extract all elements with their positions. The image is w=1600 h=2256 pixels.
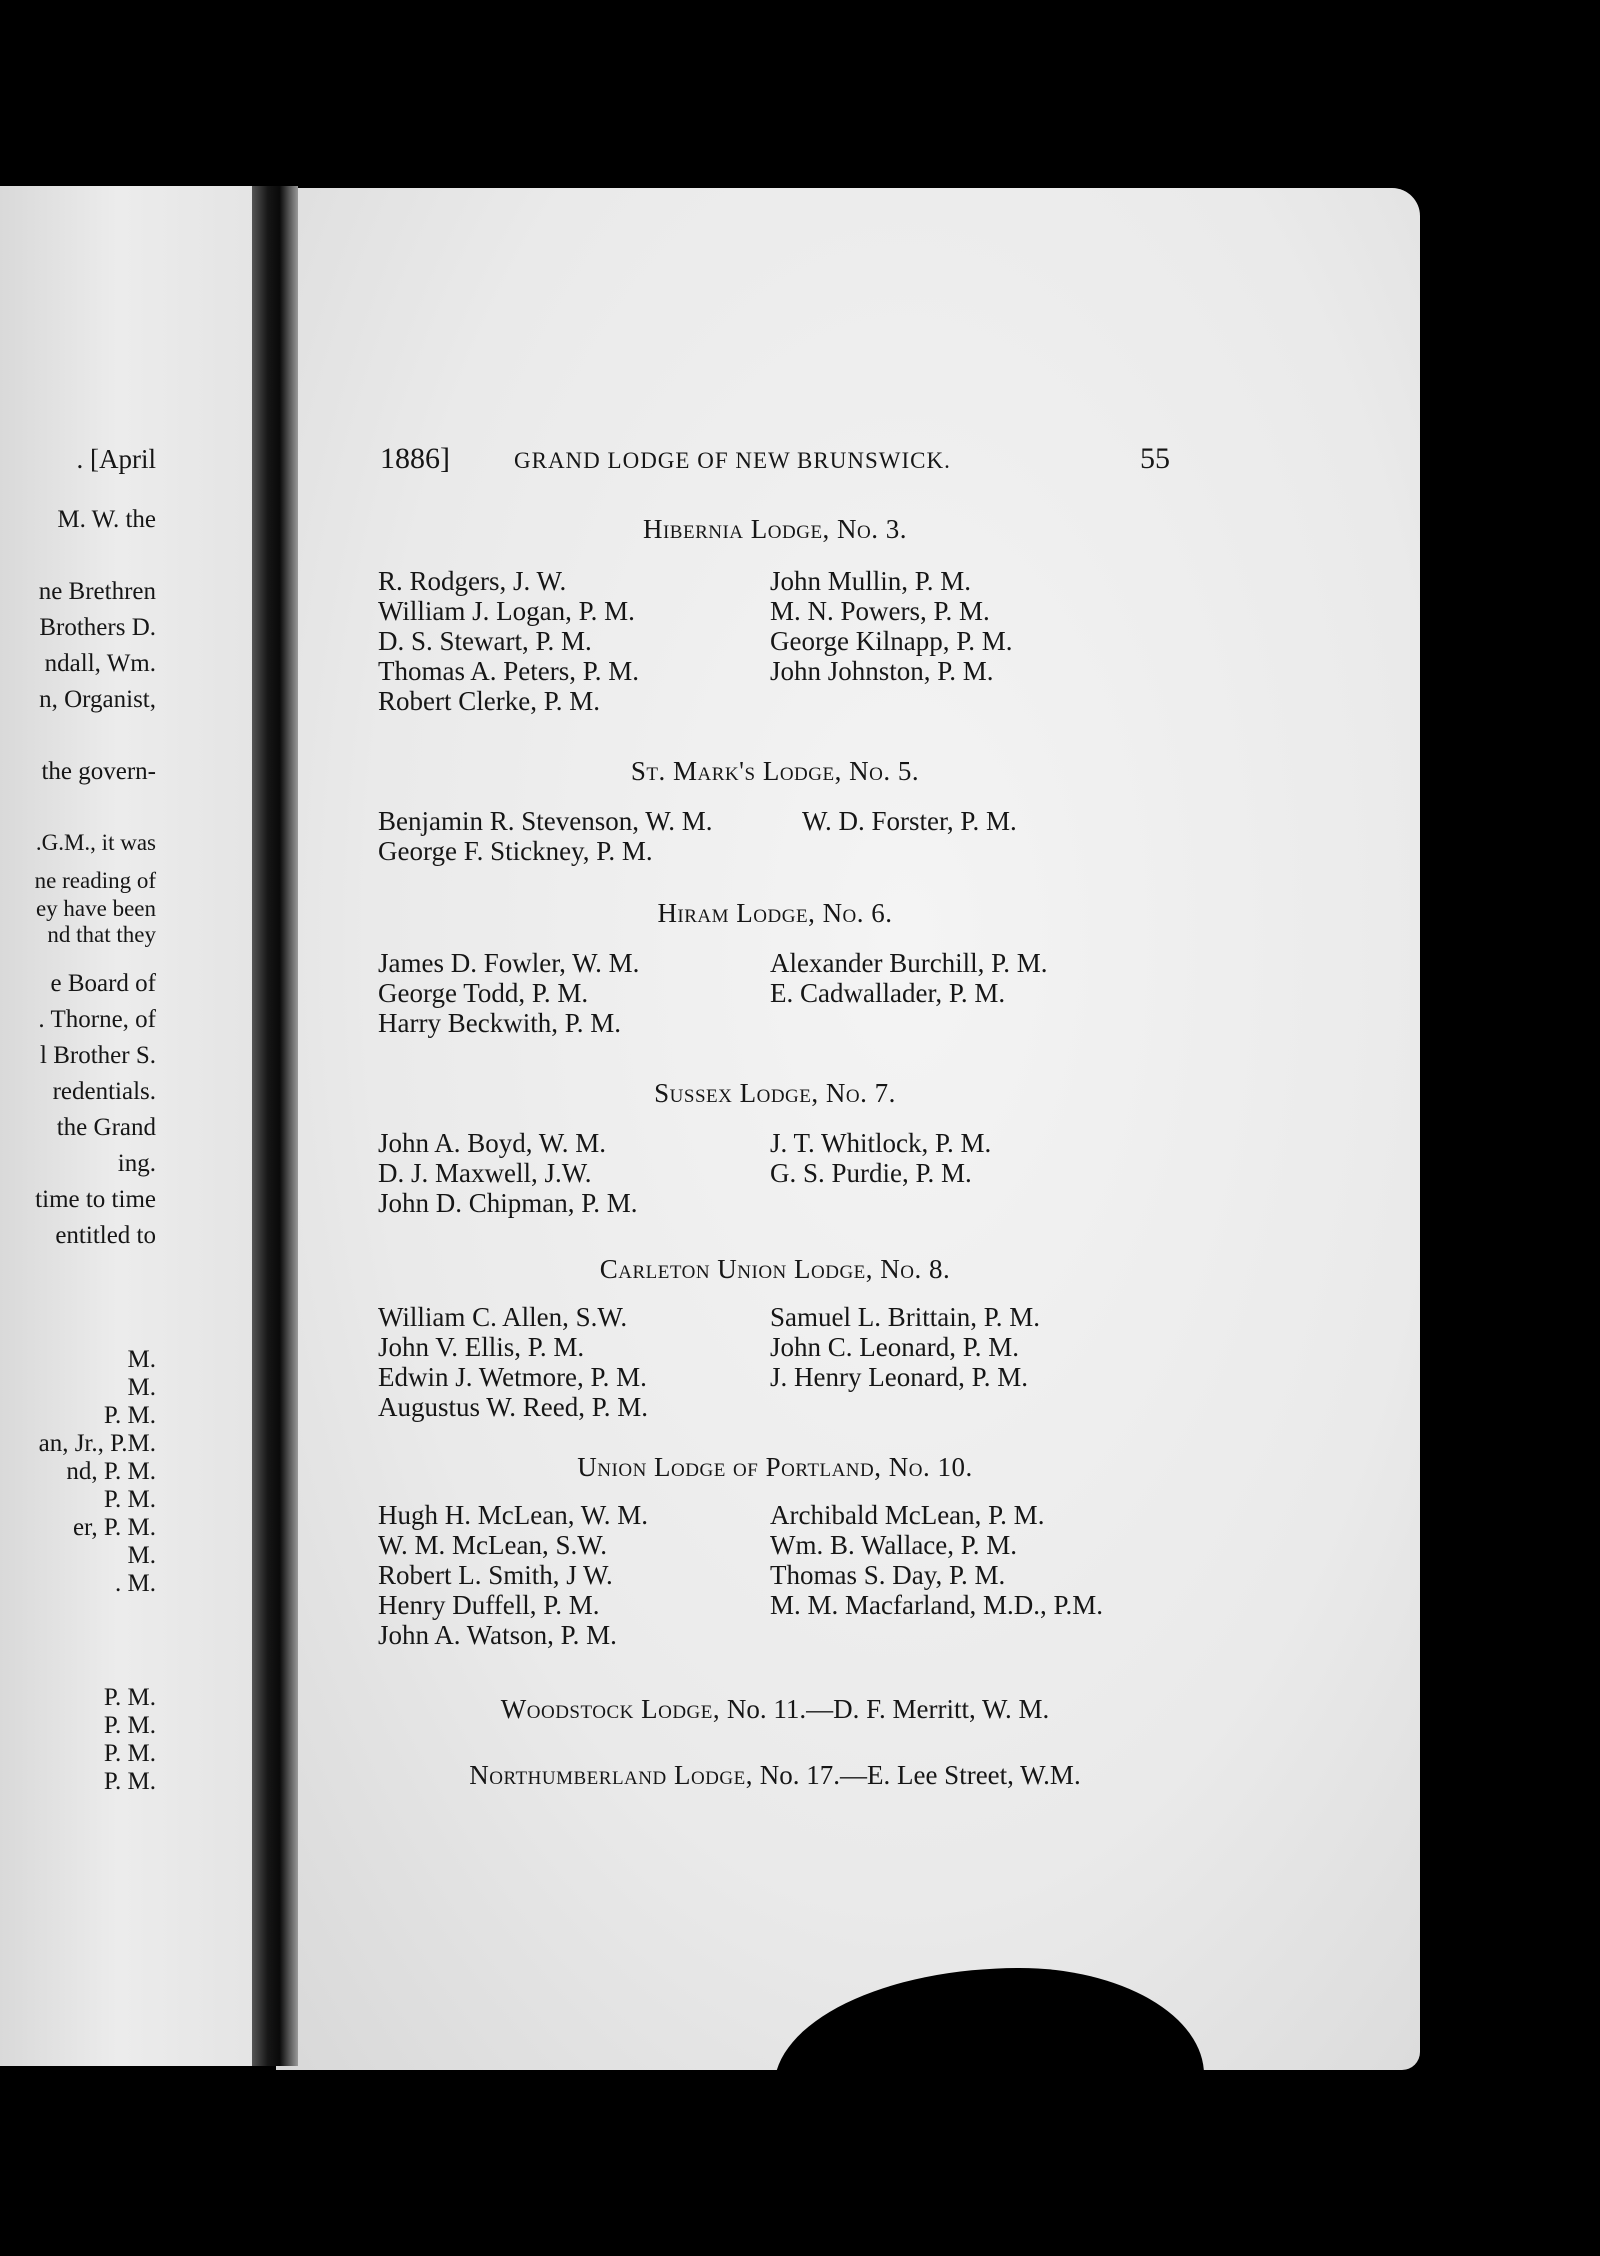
member-name: M. M. Macfarland, M.D., P.M.	[770, 1590, 1103, 1620]
left-page-line: the govern-	[41, 758, 156, 785]
member-name: Archibald McLean, P. M.	[770, 1500, 1045, 1530]
left-page-line: P. M.	[103, 1712, 156, 1739]
lodge-heading: Woodstock Lodge,	[500, 1694, 721, 1724]
member-name: George Todd, P. M.	[378, 978, 589, 1008]
left-page-line: M. W. the	[57, 506, 156, 533]
member-name: M. N. Powers, P. M.	[770, 596, 990, 626]
member-name: J. Henry Leonard, P. M.	[770, 1362, 1028, 1392]
lodge-names-column	[378, 948, 639, 1038]
lodge-heading: Union Lodge of Portland, No. 10.	[577, 1452, 973, 1482]
member-name: Hugh H. McLean, W. M.	[378, 1500, 648, 1530]
lodge-names-column	[378, 806, 713, 866]
member-name: Samuel L. Brittain, P. M.	[770, 1302, 1040, 1332]
member-name: Henry Duffell, P. M.	[378, 1590, 600, 1620]
lodge-names-column	[770, 1302, 1040, 1392]
member-name: James D. Fowler, W. M.	[378, 948, 640, 978]
lodge-heading: Northumberland Lodge,	[469, 1760, 753, 1790]
left-page-line: ey have been	[35, 896, 156, 921]
member-name: George F. Stickney, P. M.	[378, 836, 653, 866]
header-title: GRAND LODGE OF NEW BRUNSWICK.	[514, 448, 951, 473]
woodstock-lodge-line	[380, 1694, 1170, 1725]
left-page-line: nd that they	[47, 922, 156, 947]
left-page-line: M.	[127, 1542, 156, 1569]
lodge-heading: Hiram Lodge, No. 6.	[657, 898, 893, 928]
lodge-heading: St. Mark's Lodge, No. 5.	[630, 756, 920, 786]
running-header	[380, 442, 1170, 482]
lodge-officer: No. 11.—D. F. Merritt, W. M.	[726, 1694, 1050, 1724]
member-name: John Johnston, P. M.	[770, 656, 994, 686]
left-page-line: er, P. M.	[72, 1514, 156, 1541]
left-page-line: M.	[127, 1346, 156, 1373]
member-name: G. S. Purdie, P. M.	[770, 1158, 972, 1188]
book-gutter	[252, 186, 298, 2066]
member-name: John A. Watson, P. M.	[378, 1620, 617, 1650]
lodge-names-column	[378, 1128, 638, 1218]
member-name: Harry Beckwith, P. M.	[378, 1008, 621, 1038]
left-page-line: P. M.	[103, 1740, 156, 1767]
left-page-line: ne reading of	[34, 868, 156, 893]
member-name: D. J. Maxwell, J.W.	[378, 1158, 592, 1188]
left-page-line: . [April	[76, 444, 156, 474]
member-name: William J. Logan, P. M.	[378, 596, 635, 626]
left-page-line: entitled to	[55, 1222, 156, 1249]
left-page-line: .G.M., it was	[35, 830, 156, 855]
left-page-line: l Brother S.	[40, 1042, 156, 1069]
member-name: Benjamin R. Stevenson, W. M.	[378, 806, 713, 836]
lodge-names-column	[378, 566, 639, 716]
member-name: W. M. McLean, S.W.	[378, 1530, 607, 1560]
member-name: Thomas S. Day, P. M.	[770, 1560, 1006, 1590]
member-name: John C. Leonard, P. M.	[770, 1332, 1019, 1362]
member-name: Edwin J. Wetmore, P. M.	[378, 1362, 647, 1392]
lodge-names-column	[378, 1500, 648, 1650]
member-name: W. D. Forster, P. M.	[802, 806, 1017, 836]
lodge-heading: Sussex Lodge, No. 7.	[654, 1078, 896, 1108]
member-name: John Mullin, P. M.	[770, 566, 972, 596]
left-page-line: ndall, Wm.	[44, 650, 156, 677]
left-page-line: redentials.	[52, 1078, 156, 1105]
lodge-names-column	[802, 806, 1017, 836]
lodge-heading: Hibernia Lodge, No. 3.	[642, 514, 908, 544]
member-name: Robert Clerke, P. M.	[378, 686, 600, 716]
member-name: E. Cadwallader, P. M.	[770, 978, 1006, 1008]
left-page-line: P. M.	[103, 1486, 156, 1513]
left-page-line: P. M.	[103, 1684, 156, 1711]
lodge-names-column	[378, 1302, 648, 1422]
left-page-line: time to time	[35, 1186, 156, 1213]
header-year: 1886]	[380, 442, 450, 475]
lodge-names-column	[770, 566, 1013, 686]
page-number: 55	[1140, 442, 1170, 475]
left-page	[0, 186, 262, 2066]
left-page-line: P. M.	[103, 1768, 156, 1795]
left-page-line: the Grand	[56, 1114, 156, 1141]
lodge-names-column	[770, 948, 1047, 1008]
lodge-heading: Carleton Union Lodge, No. 8.	[599, 1254, 951, 1284]
left-page-line: P. M.	[103, 1402, 156, 1429]
left-page-line: M.	[127, 1374, 156, 1401]
left-page-line: ing.	[117, 1150, 156, 1177]
member-name: D. S. Stewart, P. M.	[378, 626, 592, 656]
left-page-line: Brothers D.	[39, 614, 156, 641]
member-name: John D. Chipman, P. M.	[378, 1188, 638, 1218]
northumberland-lodge-line	[380, 1760, 1170, 1791]
left-page-line: . Thorne, of	[38, 1006, 156, 1033]
left-page-line: nd, P. M.	[66, 1458, 156, 1485]
member-name: Alexander Burchill, P. M.	[770, 948, 1048, 978]
left-page-line: an, Jr., P.M.	[38, 1430, 156, 1457]
left-page-line: ne Brethren	[38, 578, 156, 605]
member-name: J. T. Whitlock, P. M.	[770, 1128, 992, 1158]
left-page-line: . M.	[115, 1570, 156, 1597]
member-name: Thomas A. Peters, P. M.	[378, 656, 640, 686]
member-name: R. Rodgers, J. W.	[378, 566, 567, 596]
member-name: George Kilnapp, P. M.	[770, 626, 1013, 656]
left-page-line: e Board of	[50, 970, 156, 997]
member-name: Augustus W. Reed, P. M.	[378, 1392, 649, 1422]
member-name: Robert L. Smith, J W.	[378, 1560, 613, 1590]
member-name: Wm. B. Wallace, P. M.	[770, 1530, 1018, 1560]
lodge-names-column	[770, 1500, 1103, 1620]
member-name: William C. Allen, S.W.	[378, 1302, 628, 1332]
lodge-names-column	[770, 1128, 991, 1188]
left-page-line: n, Organist,	[39, 686, 156, 713]
member-name: John A. Boyd, W. M.	[378, 1128, 607, 1158]
lodge-officer: No. 17.—E. Lee Street, W.M.	[759, 1760, 1081, 1790]
member-name: John V. Ellis, P. M.	[378, 1332, 585, 1362]
